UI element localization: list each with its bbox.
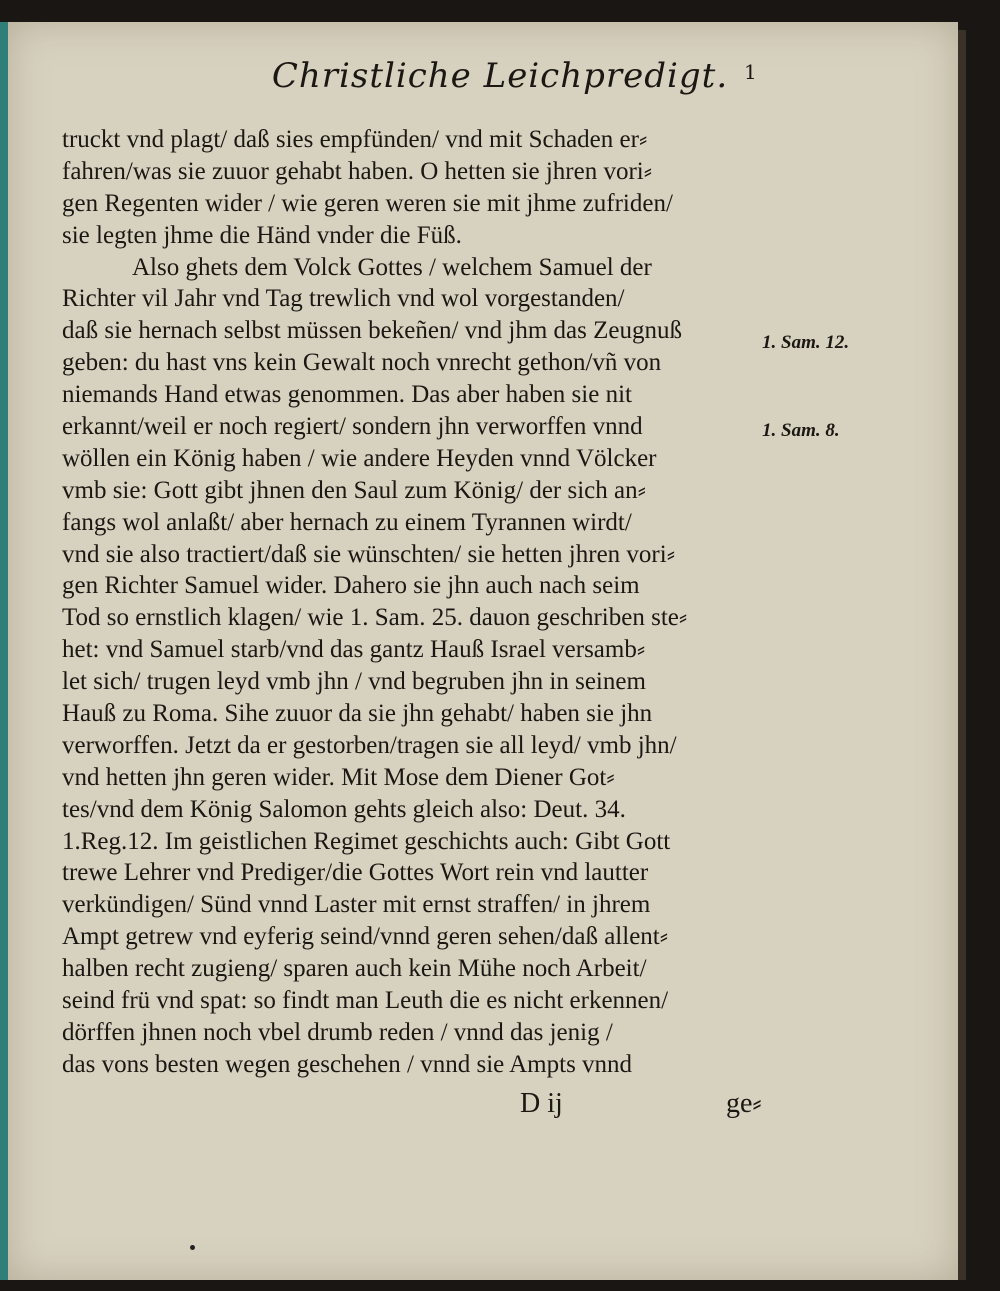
text-line: fahren/was sie zuuor gehabt haben. O hetten sie jhren vori⸗	[62, 157, 653, 185]
header-mark: 1	[744, 60, 757, 84]
catchword: ge⸗	[726, 1088, 762, 1119]
running-header: Christliche Leichpredigt.	[271, 56, 729, 96]
text-line: vnd hetten jhn geren wider. Mit Mose dem Diener Got⸗	[62, 763, 615, 791]
text-line: niemands Hand etwas genommen. Das aber haben sie nit	[62, 381, 632, 409]
text-line: truckt vnd plagt/ daß sies empfünden/ vnd mit Schaden er⸗	[62, 126, 648, 153]
text-line: Also ghets dem Volck Gottes / welchem Samuel der	[132, 253, 652, 281]
text-line: Tod so ernstlich klagen/ wie 1. Sam. 25. dauon geschriben ste⸗	[62, 604, 688, 632]
text-line: verkündigen/ Sünd vnnd Laster mit ernst straffen/ in jhrem	[62, 891, 651, 919]
text-line: vnd sie also tractiert/daß sie wünschten/ sie hetten jhren vori⸗	[62, 540, 676, 568]
text-line: sie legten jhme die Händ vnder die Füß.	[62, 221, 462, 249]
text-line: halben recht zugieng/ sparen auch kein Mühe noch Arbeit/	[62, 955, 647, 983]
text-line: Hauß zu Roma. Sihe zuuor da sie jhn gehabt/ haben sie jhn	[62, 700, 653, 728]
text-line: gen Richter Samuel wider. Dahero sie jhn auch nach seim	[62, 572, 640, 600]
text-line: vmb sie: Gott gibt jhnen den Saul zum König/ der sich an⸗	[62, 476, 646, 504]
text-line: verworffen. Jetzt da er gestorben/tragen sie all leyd/ vmb jhn/	[62, 731, 677, 759]
text-line: daß sie hernach selbst müssen bekeñen/ vnd jhm das Zeugnuß	[62, 317, 682, 345]
text-line: tes/vnd dem König Salomon gehts gleich also: Deut. 34.	[62, 795, 626, 823]
text-line: gen Regenten wider / wie geren weren sie mit jhme zufriden/	[62, 189, 673, 217]
ink-spot	[190, 1245, 195, 1250]
text-line: Ampt getrew vnd eyferig seind/vnnd geren sehen/daß allent⸗	[62, 923, 669, 951]
text-line: das vons besten wegen geschehen / vnnd sie Ampts vnnd	[62, 1050, 633, 1078]
margin-note-1sam8: 1. Sam. 8.	[762, 420, 840, 441]
text-line: geben: du hast vns kein Gewalt noch vnrecht gethon/vñ von	[62, 349, 662, 377]
page-right-edge	[958, 30, 966, 1280]
text-line: seind frü vnd spat: so findt man Leuth die es nicht erkennen/	[62, 987, 669, 1015]
text-line: Richter vil Jahr vnd Tag trewlich vnd wol vorgestanden/	[62, 285, 625, 313]
text-line: fangs wol anlaßt/ aber hernach zu einem Tyrannen wirdt/	[62, 508, 632, 536]
text-line: erkannt/weil er noch regiert/ sondern jhn verworffen vnnd	[62, 413, 643, 441]
text-line: het: vnd Samuel starb/vnd das gantz Hauß Israel versamb⸗	[62, 636, 646, 664]
text-line: wöllen ein König haben / wie andere Heyden vnnd Völcker	[62, 444, 657, 472]
text-line: dörffen jhnen noch vbel drumb reden / vnnd das jenig /	[62, 1018, 613, 1046]
body-text	[62, 124, 762, 1081]
margin-note-1sam12: 1. Sam. 12.	[762, 332, 850, 353]
text-line: trewe Lehrer vnd Prediger/die Gottes Wort rein vnd lautter	[62, 859, 649, 887]
text-line: let sich/ trugen leyd vmb jhn / vnd begruben jhn in seinem	[62, 668, 646, 696]
text-line: 1.Reg.12. Im geistlichen Regimet geschichts auch: Gibt Gott	[62, 827, 671, 855]
signature-mark: D ij	[520, 1088, 563, 1119]
